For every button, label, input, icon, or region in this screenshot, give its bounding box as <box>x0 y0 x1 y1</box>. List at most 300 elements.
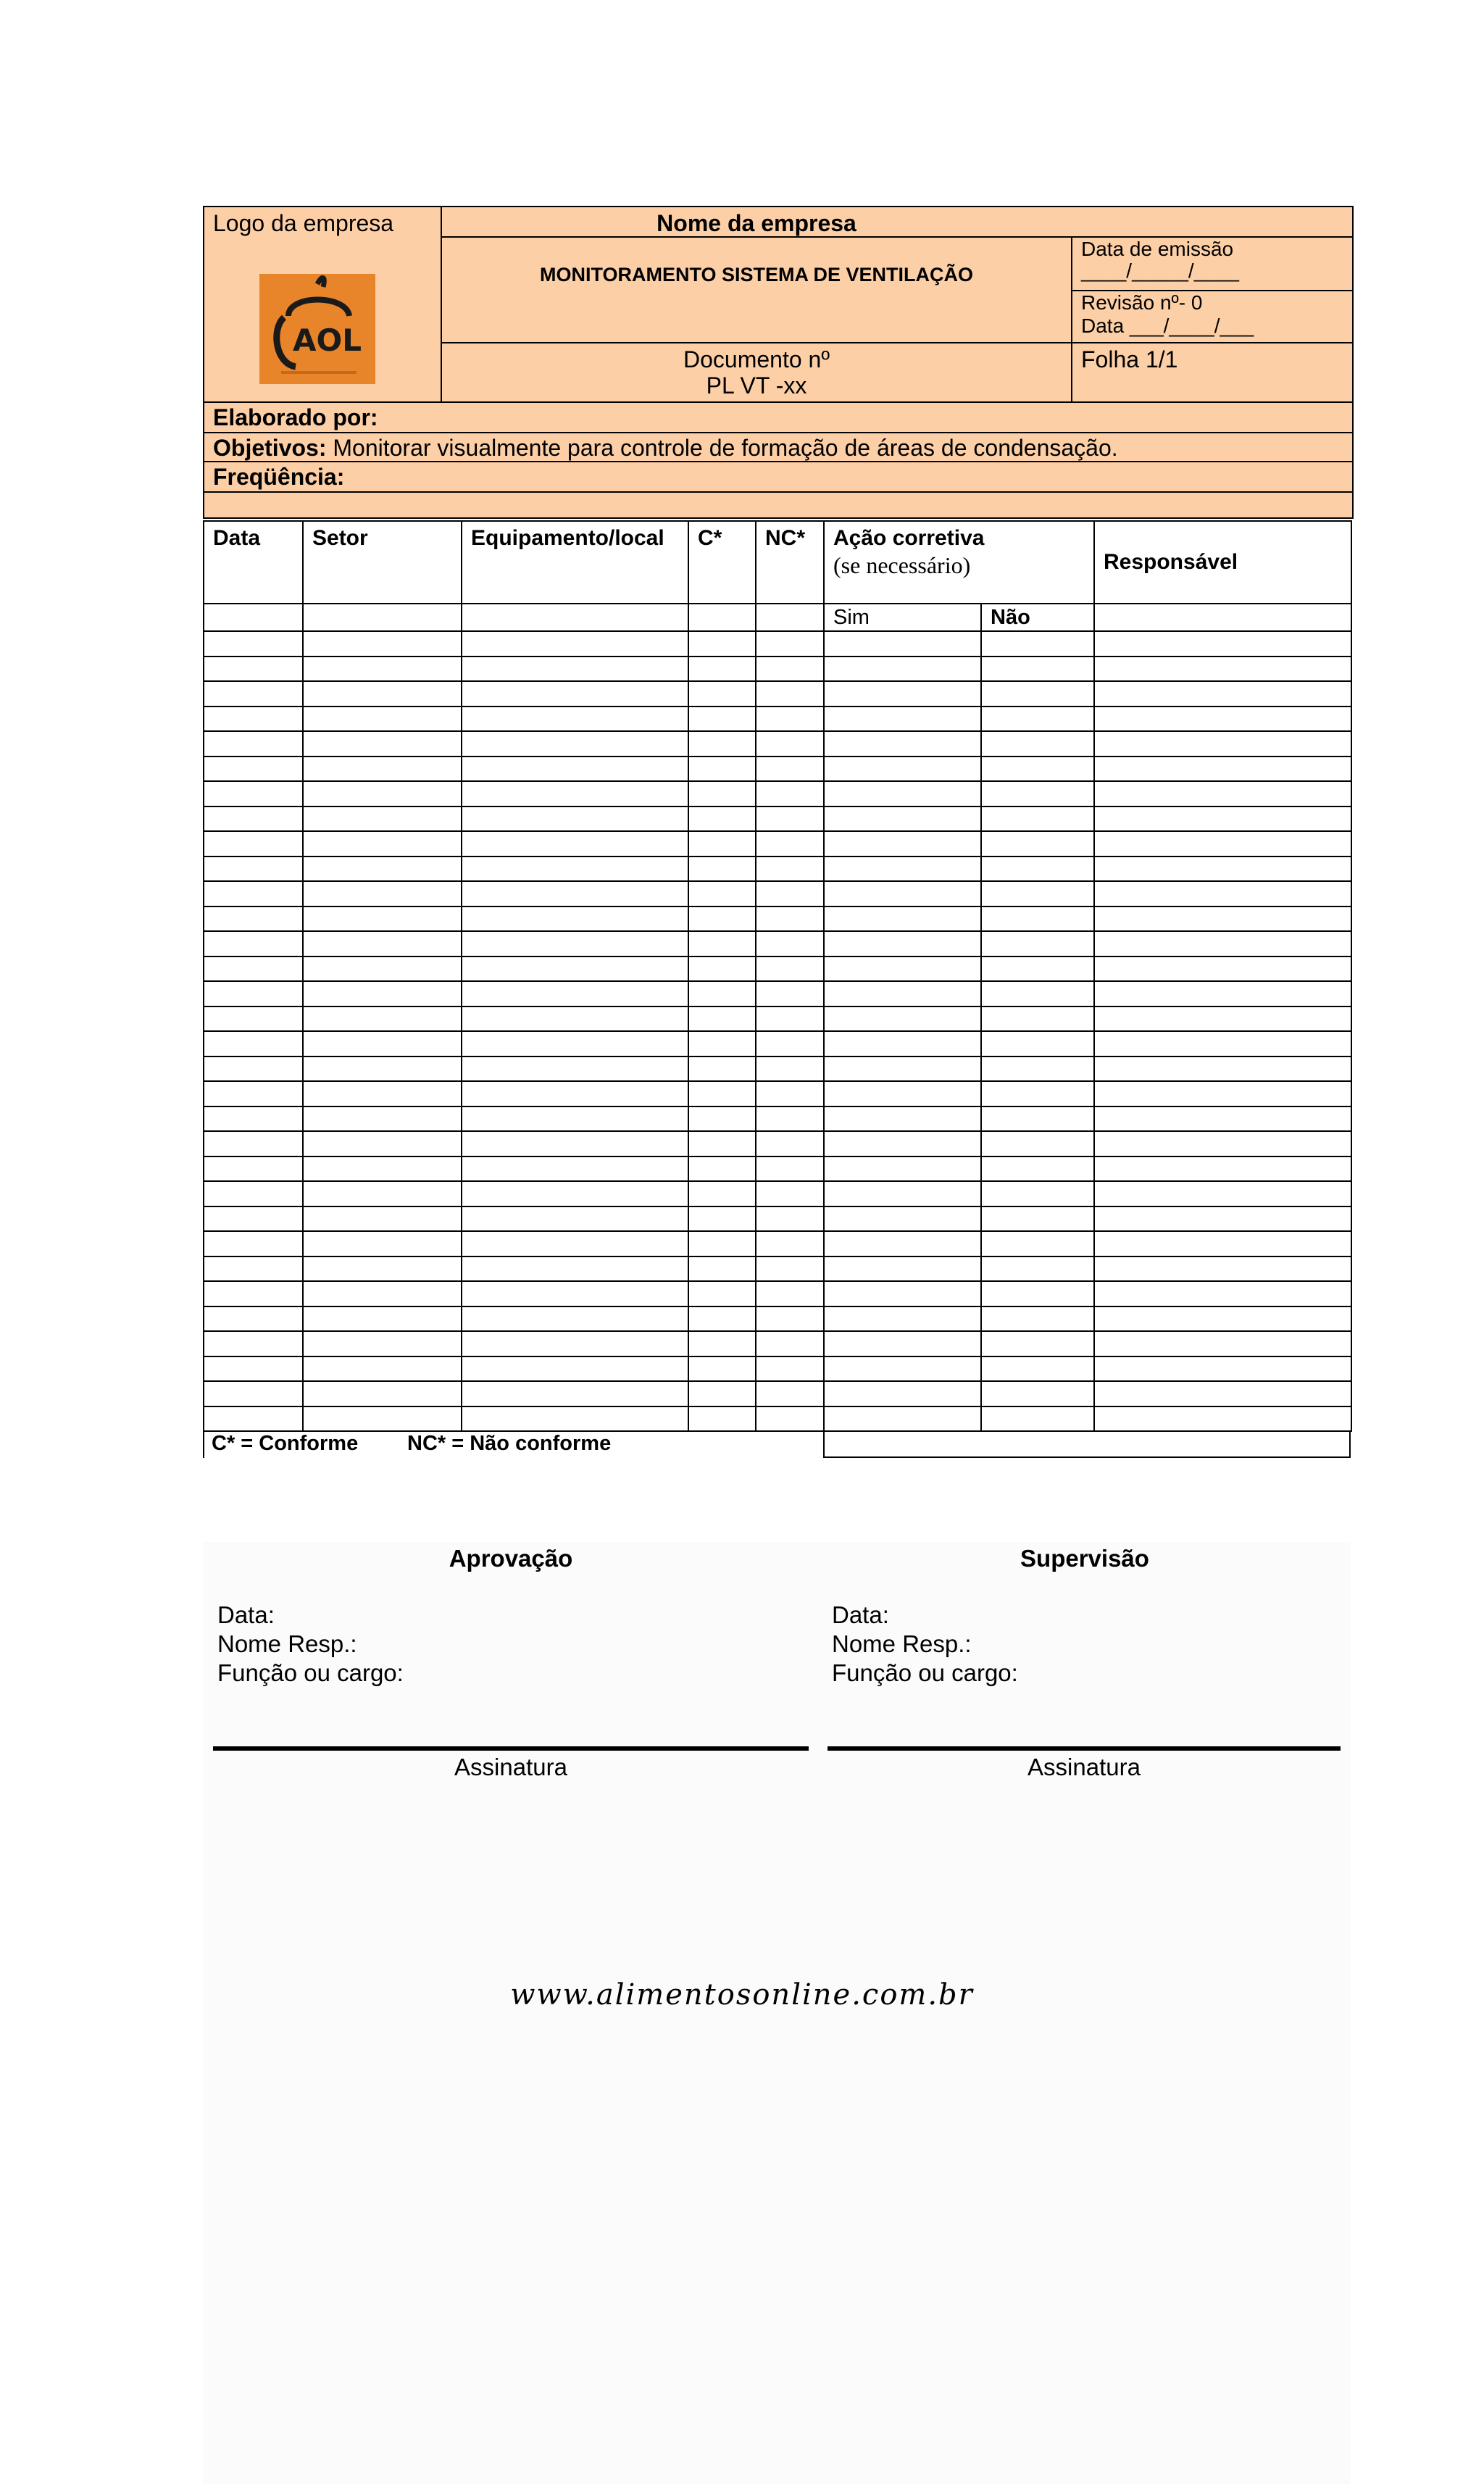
table-cell[interactable] <box>824 657 981 682</box>
table-row <box>204 1331 1351 1356</box>
table-cell[interactable] <box>756 1331 824 1356</box>
table-cell[interactable] <box>688 631 756 657</box>
table-cell[interactable] <box>303 1231 462 1256</box>
table-cell[interactable] <box>303 1031 462 1056</box>
table-cell[interactable] <box>756 1306 824 1332</box>
table-cell[interactable] <box>688 857 756 882</box>
document-code: PL VT -xx <box>706 372 807 399</box>
header-line-document <box>441 342 1354 343</box>
header-line-objectives <box>204 432 1354 433</box>
table-cell[interactable] <box>981 757 1094 782</box>
table-cell[interactable] <box>688 1156 756 1182</box>
legend-border-left <box>203 1430 204 1458</box>
table-cell[interactable] <box>204 1306 303 1332</box>
table-cell[interactable] <box>303 731 462 757</box>
table-cell[interactable] <box>756 1006 824 1032</box>
table-cell[interactable] <box>303 1106 462 1132</box>
table-cell[interactable] <box>204 1056 303 1082</box>
table-cell[interactable] <box>204 1381 303 1406</box>
table-cell[interactable] <box>981 1031 1094 1056</box>
table-cell[interactable] <box>981 807 1094 832</box>
table-cell[interactable] <box>688 1081 756 1106</box>
objectives-text: Monitorar visualmente para controle de formação de áreas de condensação. <box>326 435 1118 461</box>
table-cell[interactable] <box>462 1331 688 1356</box>
table-cell[interactable] <box>303 1306 462 1332</box>
table-cell <box>688 604 756 631</box>
table-cell[interactable] <box>756 757 824 782</box>
table-cell[interactable] <box>824 1406 981 1432</box>
table-cell[interactable] <box>824 1206 981 1232</box>
table-cell[interactable] <box>1094 981 1351 1006</box>
table-cell[interactable] <box>756 931 824 956</box>
table-cell[interactable] <box>981 1306 1094 1332</box>
table-cell[interactable] <box>688 1256 756 1282</box>
table-cell[interactable] <box>303 1131 462 1156</box>
table-cell[interactable] <box>688 731 756 757</box>
table-cell[interactable] <box>204 681 303 707</box>
table-cell[interactable] <box>756 1056 824 1082</box>
table-row <box>204 757 1351 782</box>
table-cell[interactable] <box>688 707 756 732</box>
table-cell[interactable] <box>204 857 303 882</box>
table-cell[interactable] <box>303 1006 462 1032</box>
table-cell[interactable] <box>1094 1131 1351 1156</box>
table-cell[interactable] <box>462 757 688 782</box>
approval-title: Aprovação <box>449 1545 573 1572</box>
logo-text: AOL <box>293 322 362 358</box>
supervision-role: Função ou cargo: <box>832 1659 1018 1686</box>
table-row <box>204 1131 1351 1156</box>
table-cell[interactable] <box>688 831 756 857</box>
table-cell[interactable] <box>1094 1406 1351 1432</box>
table-cell[interactable] <box>1094 1381 1351 1406</box>
table-cell[interactable] <box>688 1106 756 1132</box>
table-cell[interactable] <box>824 1306 981 1332</box>
table-cell[interactable] <box>204 1006 303 1032</box>
table-cell[interactable] <box>688 1356 756 1382</box>
table-cell[interactable] <box>204 1406 303 1432</box>
table-cell[interactable] <box>303 956 462 982</box>
table-cell[interactable] <box>688 1381 756 1406</box>
table-cell[interactable] <box>756 1206 824 1232</box>
table-cell[interactable] <box>688 881 756 907</box>
table-cell[interactable] <box>303 831 462 857</box>
table-cell[interactable] <box>204 1231 303 1256</box>
table-cell[interactable] <box>204 631 303 657</box>
table-cell[interactable] <box>824 981 981 1006</box>
table-cell[interactable] <box>303 781 462 807</box>
table-cell[interactable] <box>204 707 303 732</box>
table-row <box>204 1156 1351 1182</box>
table-cell[interactable] <box>303 1356 462 1382</box>
table-cell[interactable] <box>462 981 688 1006</box>
table-cell[interactable] <box>462 807 688 832</box>
table-cell[interactable] <box>462 1006 688 1032</box>
table-cell[interactable] <box>303 707 462 732</box>
table-cell[interactable] <box>688 956 756 982</box>
table-cell[interactable] <box>824 781 981 807</box>
prepared-by: Elaborado por: <box>213 404 378 430</box>
table-cell[interactable] <box>981 1081 1094 1106</box>
table-cell[interactable] <box>462 657 688 682</box>
table-cell[interactable] <box>1094 1256 1351 1282</box>
table-cell[interactable] <box>303 1331 462 1356</box>
table-cell[interactable] <box>688 931 756 956</box>
table-cell[interactable] <box>824 1231 981 1256</box>
table-cell[interactable] <box>824 707 981 732</box>
table-cell[interactable] <box>204 1356 303 1382</box>
table-cell[interactable] <box>981 781 1094 807</box>
table-row <box>204 981 1351 1006</box>
table-cell[interactable] <box>688 1056 756 1082</box>
table-cell[interactable] <box>824 681 981 707</box>
table-cell[interactable] <box>1094 1006 1351 1032</box>
table-cell[interactable] <box>688 1306 756 1332</box>
table-cell[interactable] <box>824 1181 981 1206</box>
table-cell[interactable] <box>204 781 303 807</box>
table-cell[interactable] <box>462 1256 688 1282</box>
table-cell[interactable] <box>462 931 688 956</box>
table-cell[interactable] <box>1094 1156 1351 1182</box>
table-cell[interactable] <box>462 631 688 657</box>
table-cell[interactable] <box>462 1056 688 1082</box>
table-cell[interactable] <box>756 1281 824 1306</box>
table-cell[interactable] <box>462 857 688 882</box>
table-cell[interactable] <box>756 781 824 807</box>
table-cell[interactable] <box>824 1281 981 1306</box>
header-cell-nonconforming: NC* <box>756 521 824 604</box>
table-cell[interactable] <box>1094 881 1351 907</box>
table-cell[interactable] <box>1094 707 1351 732</box>
table-row <box>204 1181 1351 1206</box>
table-cell[interactable] <box>981 931 1094 956</box>
legend-border-bottom <box>823 1456 1351 1458</box>
table-cell[interactable] <box>204 907 303 932</box>
table-cell[interactable] <box>981 1281 1094 1306</box>
table-row <box>204 1081 1351 1106</box>
table-cell[interactable] <box>688 1281 756 1306</box>
table-cell[interactable] <box>462 1031 688 1056</box>
table-cell[interactable] <box>303 981 462 1006</box>
table-cell[interactable] <box>824 1056 981 1082</box>
table-cell[interactable] <box>462 1356 688 1382</box>
table-cell[interactable] <box>1094 1356 1351 1382</box>
table-subheader-row <box>204 604 1351 631</box>
table-cell[interactable] <box>756 831 824 857</box>
table-cell[interactable] <box>1094 681 1351 707</box>
table-cell[interactable] <box>204 1031 303 1056</box>
table-cell[interactable] <box>303 857 462 882</box>
table-cell[interactable] <box>824 1131 981 1156</box>
table-cell[interactable] <box>1094 956 1351 982</box>
subheader-yes: Sim <box>824 604 981 631</box>
table-cell[interactable] <box>981 657 1094 682</box>
table-cell[interactable] <box>756 881 824 907</box>
table-cell[interactable] <box>981 1131 1094 1156</box>
table-cell[interactable] <box>1094 831 1351 857</box>
table-cell[interactable] <box>981 1006 1094 1032</box>
table-cell[interactable] <box>1094 857 1351 882</box>
table-cell[interactable] <box>204 1181 303 1206</box>
table-cell[interactable] <box>1094 1331 1351 1356</box>
table-cell[interactable] <box>204 757 303 782</box>
table-cell[interactable] <box>824 631 981 657</box>
table-cell[interactable] <box>462 956 688 982</box>
table-cell[interactable] <box>981 1406 1094 1432</box>
table-cell[interactable] <box>824 907 981 932</box>
table-cell[interactable] <box>1094 1056 1351 1082</box>
table-cell[interactable] <box>303 1081 462 1106</box>
table-cell[interactable] <box>1094 1031 1351 1056</box>
table-cell[interactable] <box>688 1006 756 1032</box>
table-cell[interactable] <box>462 1381 688 1406</box>
table-cell[interactable] <box>462 1156 688 1182</box>
table-row <box>204 731 1351 757</box>
table-cell[interactable] <box>981 631 1094 657</box>
table-cell[interactable] <box>303 1281 462 1306</box>
table-cell[interactable] <box>204 1106 303 1132</box>
table-cell[interactable] <box>756 657 824 682</box>
table-cell[interactable] <box>688 1231 756 1256</box>
table-cell[interactable] <box>756 707 824 732</box>
table-cell[interactable] <box>824 1006 981 1032</box>
table-row <box>204 1031 1351 1056</box>
table-cell[interactable] <box>1094 781 1351 807</box>
objectives <box>213 435 1118 462</box>
footer-website: www.alimentosonline.com.br <box>510 1978 974 2012</box>
table-cell[interactable] <box>303 1406 462 1432</box>
table-cell[interactable] <box>204 931 303 956</box>
issue-date-blanks: ____/_____/____ <box>1081 259 1239 282</box>
approval-role: Função ou cargo: <box>217 1659 404 1686</box>
table-cell[interactable] <box>462 881 688 907</box>
table-cell[interactable] <box>204 881 303 907</box>
table-cell[interactable] <box>824 807 981 832</box>
table-cell[interactable] <box>981 1181 1094 1206</box>
table-cell[interactable] <box>824 831 981 857</box>
table-cell[interactable] <box>756 1231 824 1256</box>
table-row <box>204 1056 1351 1082</box>
table-cell[interactable] <box>303 907 462 932</box>
table-cell[interactable] <box>981 1206 1094 1232</box>
table-cell[interactable] <box>462 907 688 932</box>
table-cell[interactable] <box>824 1356 981 1382</box>
table-cell[interactable] <box>981 1231 1094 1256</box>
table-cell[interactable] <box>204 1131 303 1156</box>
table-cell[interactable] <box>462 731 688 757</box>
header-cell-sector: Setor <box>303 521 462 604</box>
table-cell[interactable] <box>824 1106 981 1132</box>
table-cell[interactable] <box>981 1106 1094 1132</box>
table-cell[interactable] <box>462 1131 688 1156</box>
table-cell[interactable] <box>462 707 688 732</box>
company-logo <box>259 274 375 384</box>
table-cell[interactable] <box>1094 1106 1351 1132</box>
table-cell[interactable] <box>462 831 688 857</box>
table-cell[interactable] <box>462 1281 688 1306</box>
table-cell[interactable] <box>303 631 462 657</box>
table-cell[interactable] <box>1094 631 1351 657</box>
document-number-label: Documento nº <box>683 346 830 372</box>
table-cell[interactable] <box>688 1031 756 1056</box>
table-cell[interactable] <box>303 1181 462 1206</box>
table-cell[interactable] <box>204 1081 303 1106</box>
table-cell[interactable] <box>204 731 303 757</box>
table-cell[interactable] <box>688 981 756 1006</box>
table-cell[interactable] <box>824 1156 981 1182</box>
table-cell[interactable] <box>756 1031 824 1056</box>
table-cell[interactable] <box>303 657 462 682</box>
table-cell[interactable] <box>462 1231 688 1256</box>
table-row <box>204 681 1351 707</box>
table-cell[interactable] <box>824 1081 981 1106</box>
table-cell[interactable] <box>981 981 1094 1006</box>
table-cell[interactable] <box>756 857 824 882</box>
table-cell[interactable] <box>824 1381 981 1406</box>
table-cell[interactable] <box>303 1206 462 1232</box>
table-cell[interactable] <box>204 1331 303 1356</box>
table-cell[interactable] <box>824 757 981 782</box>
table-cell[interactable] <box>981 831 1094 857</box>
table-cell[interactable] <box>688 657 756 682</box>
table-cell[interactable] <box>688 1406 756 1432</box>
table-cell[interactable] <box>756 907 824 932</box>
corrective-note: (se necessário) <box>833 552 971 578</box>
table-cell[interactable] <box>824 1031 981 1056</box>
table-cell[interactable] <box>1094 731 1351 757</box>
table-cell[interactable] <box>462 781 688 807</box>
table-cell[interactable] <box>303 931 462 956</box>
table-cell[interactable] <box>981 956 1094 982</box>
table-cell[interactable] <box>303 1156 462 1182</box>
table-cell[interactable] <box>1094 757 1351 782</box>
table-row <box>204 707 1351 732</box>
table-cell[interactable] <box>981 1331 1094 1356</box>
table-cell[interactable] <box>688 781 756 807</box>
table-cell <box>303 604 462 631</box>
table-cell[interactable] <box>824 931 981 956</box>
table-cell[interactable] <box>1094 1181 1351 1206</box>
table-cell[interactable] <box>824 731 981 757</box>
table-cell[interactable] <box>204 1156 303 1182</box>
table-cell[interactable] <box>981 1056 1094 1082</box>
table-cell[interactable] <box>756 1256 824 1282</box>
table-cell[interactable] <box>303 757 462 782</box>
table-cell[interactable] <box>756 731 824 757</box>
table-cell[interactable] <box>1094 657 1351 682</box>
table-cell[interactable] <box>1094 1231 1351 1256</box>
table-cell[interactable] <box>756 1156 824 1182</box>
table-cell[interactable] <box>1094 1281 1351 1306</box>
table-cell[interactable] <box>981 707 1094 732</box>
table-cell[interactable] <box>688 1331 756 1356</box>
table-cell[interactable] <box>204 1206 303 1232</box>
table-cell[interactable] <box>204 831 303 857</box>
table-cell[interactable] <box>981 1356 1094 1382</box>
table-cell[interactable] <box>688 757 756 782</box>
table-cell[interactable] <box>462 1081 688 1106</box>
table-cell[interactable] <box>688 1131 756 1156</box>
table-cell[interactable] <box>303 1381 462 1406</box>
table-cell[interactable] <box>756 1181 824 1206</box>
table-cell[interactable] <box>824 956 981 982</box>
table-cell[interactable] <box>688 1206 756 1232</box>
table-cell[interactable] <box>303 681 462 707</box>
table-row <box>204 1256 1351 1282</box>
table-cell[interactable] <box>1094 1081 1351 1106</box>
table-cell[interactable] <box>756 1406 824 1432</box>
approval-date: Data: <box>217 1601 275 1628</box>
table-cell[interactable] <box>756 631 824 657</box>
table-row <box>204 857 1351 882</box>
table-cell[interactable] <box>981 1156 1094 1182</box>
table-cell[interactable] <box>204 657 303 682</box>
table-cell[interactable] <box>204 807 303 832</box>
table-cell[interactable] <box>462 1206 688 1232</box>
document-header <box>203 206 1354 519</box>
table-cell[interactable] <box>462 1306 688 1332</box>
table-cell[interactable] <box>462 1406 688 1432</box>
table-cell[interactable] <box>756 1131 824 1156</box>
table-cell[interactable] <box>303 1256 462 1282</box>
table-cell[interactable] <box>756 1356 824 1382</box>
table-cell[interactable] <box>981 881 1094 907</box>
table-cell[interactable] <box>756 1381 824 1406</box>
table-cell[interactable] <box>824 881 981 907</box>
table-cell[interactable] <box>756 681 824 707</box>
table-cell[interactable] <box>981 681 1094 707</box>
table-cell[interactable] <box>981 907 1094 932</box>
table-cell[interactable] <box>204 1256 303 1282</box>
table-cell[interactable] <box>756 1106 824 1132</box>
table-cell[interactable] <box>462 1181 688 1206</box>
table-cell[interactable] <box>756 981 824 1006</box>
table-cell[interactable] <box>688 1181 756 1206</box>
table-cell[interactable] <box>688 681 756 707</box>
table-cell <box>204 604 303 631</box>
table-cell[interactable] <box>1094 907 1351 932</box>
table-cell[interactable] <box>756 1081 824 1106</box>
table-cell[interactable] <box>462 1106 688 1132</box>
table-cell[interactable] <box>981 1256 1094 1282</box>
table-cell[interactable] <box>981 731 1094 757</box>
table-cell[interactable] <box>1094 1306 1351 1332</box>
table-cell[interactable] <box>303 881 462 907</box>
table-cell[interactable] <box>824 1331 981 1356</box>
table-cell[interactable] <box>756 807 824 832</box>
table-cell[interactable] <box>1094 931 1351 956</box>
table-cell[interactable] <box>981 857 1094 882</box>
table-cell[interactable] <box>824 857 981 882</box>
table-cell[interactable] <box>303 807 462 832</box>
table-cell[interactable] <box>756 956 824 982</box>
table-cell[interactable] <box>688 807 756 832</box>
table-cell[interactable] <box>204 956 303 982</box>
table-cell[interactable] <box>981 1381 1094 1406</box>
table-row <box>204 931 1351 956</box>
table-cell[interactable] <box>824 1256 981 1282</box>
table-cell[interactable] <box>204 1281 303 1306</box>
table-cell[interactable] <box>462 681 688 707</box>
header-cell-equipment: Equipamento/local <box>462 521 688 604</box>
table-cell[interactable] <box>303 1056 462 1082</box>
header-cell-date: Data <box>204 521 303 604</box>
table-cell[interactable] <box>204 981 303 1006</box>
table-cell[interactable] <box>688 907 756 932</box>
table-row <box>204 657 1351 682</box>
table-cell[interactable] <box>1094 807 1351 832</box>
table-cell[interactable] <box>1094 1206 1351 1232</box>
